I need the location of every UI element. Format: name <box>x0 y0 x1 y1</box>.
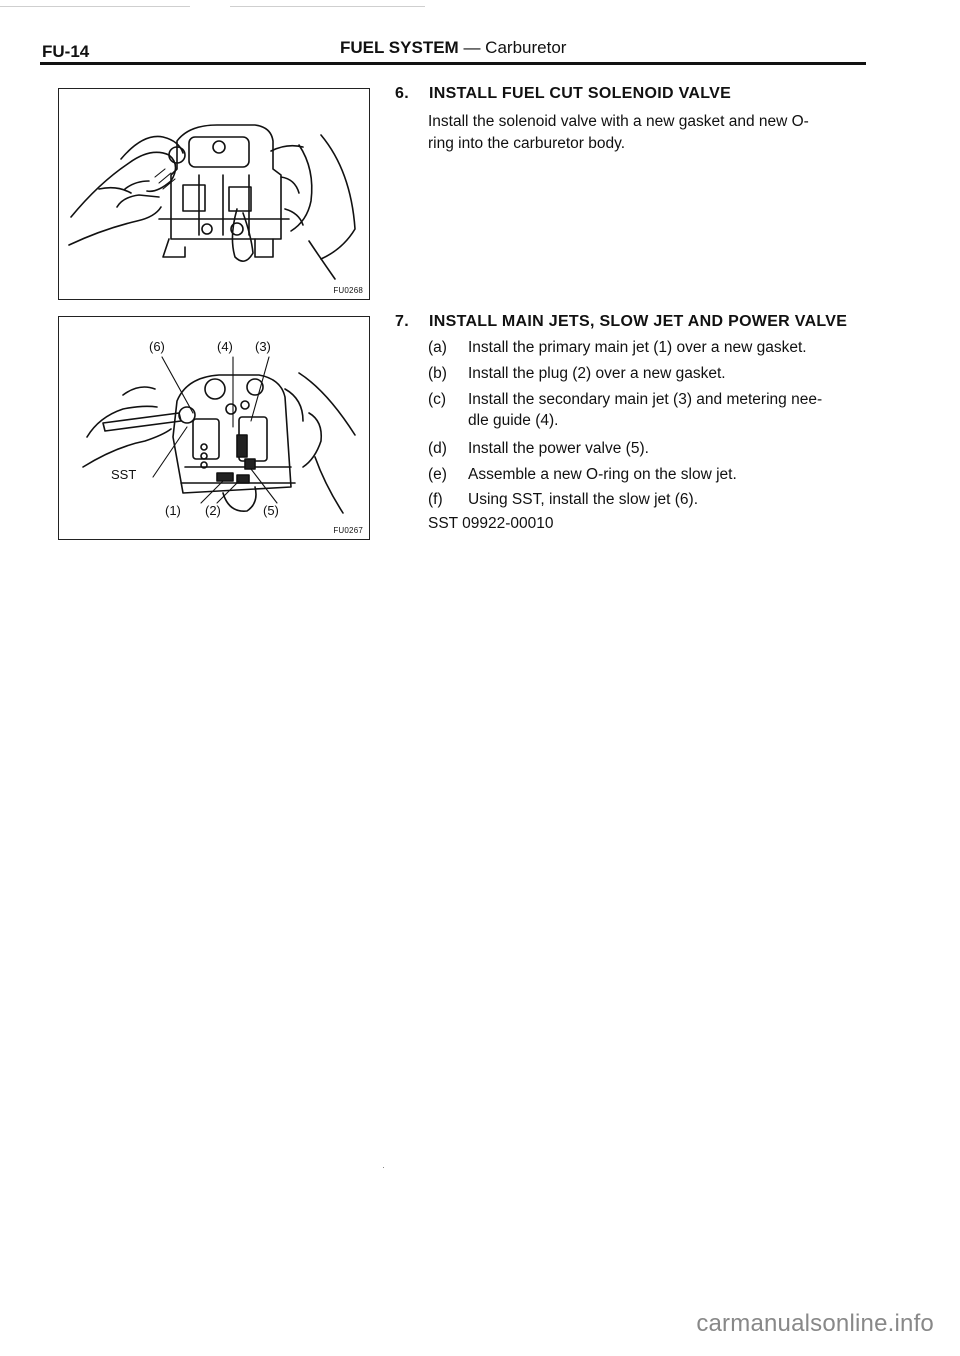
instruction-line: Install the solenoid valve with a new gasket and new O- <box>428 113 809 130</box>
substep-b <box>428 363 873 384</box>
substep-text-continued: dle guide (4). <box>468 412 559 429</box>
step-number: 7. <box>395 313 409 330</box>
figure-solenoid-install <box>58 88 370 300</box>
scan-speck <box>383 1167 384 1168</box>
carburetor-illustration <box>59 89 369 299</box>
substep-text: Assemble a new O-ring on the slow jet. <box>468 466 737 483</box>
substep-e <box>428 464 873 485</box>
callout-3: (3) <box>255 339 271 354</box>
step-heading: INSTALL MAIN JETS, SLOW JET AND POWER VALVE <box>429 313 848 330</box>
callout-5: (5) <box>263 503 279 518</box>
step-6-title <box>395 85 731 103</box>
page-code: FU-14 <box>42 42 90 61</box>
section-title: FUEL SYSTEM <box>340 38 459 57</box>
scan-line <box>0 6 190 7</box>
substep-label: (d) <box>428 440 447 457</box>
step-7-title <box>395 313 847 331</box>
header-title <box>340 38 566 58</box>
substep-text: Using SST, install the slow jet (6). <box>468 491 699 508</box>
step-heading: INSTALL FUEL CUT SOLENOID VALVE <box>429 85 732 102</box>
substep-text: Install the plug (2) over a new gasket. <box>468 365 726 382</box>
callout-1: (1) <box>165 503 181 518</box>
callout-6: (6) <box>149 339 165 354</box>
watermark: carmanualsonline.info <box>696 1310 934 1337</box>
subsection-title: Carburetor <box>485 38 567 57</box>
substep-d <box>428 438 873 459</box>
substep-f <box>428 489 873 510</box>
substep-label: (f) <box>428 491 443 508</box>
header-rule <box>40 62 866 65</box>
sst-part-number: SST 09922-00010 <box>428 515 554 532</box>
scan-line <box>230 6 425 7</box>
substep-text: Install the primary main jet (1) over a new gasket. <box>468 339 807 356</box>
substep-label: (c) <box>428 391 447 408</box>
figure-code: FU0267 <box>333 526 363 535</box>
figure-jets-install <box>58 316 370 540</box>
callout-4: (4) <box>217 339 233 354</box>
substep-text: Install the secondary main jet (3) and metering nee- <box>468 391 823 408</box>
substep-a <box>428 337 873 358</box>
step-number: 6. <box>395 85 409 102</box>
step-6-instruction <box>428 111 873 155</box>
callout-2: (2) <box>205 503 221 518</box>
substep-text: Install the power valve (5). <box>468 440 649 457</box>
substep-label: (e) <box>428 466 447 483</box>
callout-sst: SST <box>111 467 137 482</box>
title-separator: — <box>463 38 481 57</box>
substep-c <box>428 389 873 431</box>
substep-label: (b) <box>428 365 447 382</box>
instruction-line: ring into the carburetor body. <box>428 135 626 152</box>
substep-label: (a) <box>428 339 447 356</box>
figure-code: FU0268 <box>333 286 363 295</box>
